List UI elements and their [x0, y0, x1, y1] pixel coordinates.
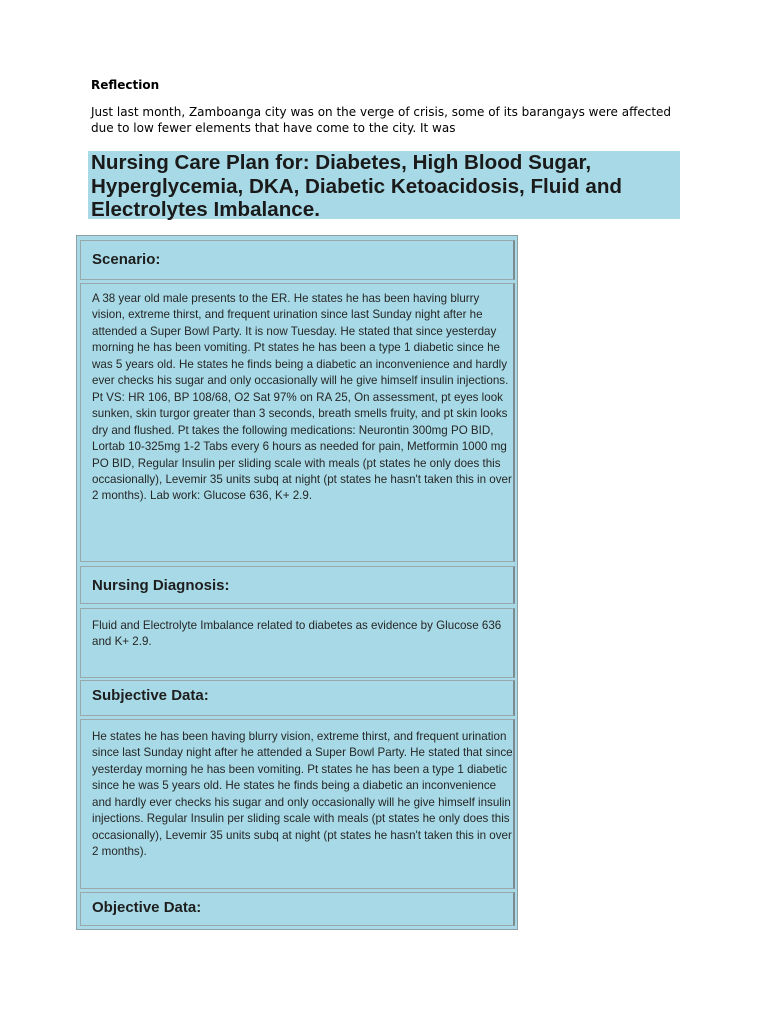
- diagnosis-text: Fluid and Electrolyte Imbalance related to diabetes as evidence by Glucose 636 and K+ 2.9.: [92, 619, 502, 649]
- scenario-heading: Scenario:: [92, 251, 161, 268]
- scenario-body-cell: [80, 283, 515, 562]
- subjective-heading: Subjective Data:: [92, 687, 209, 704]
- reflection-paragraph: Just last month, Zamboanga city was on the verge of crisis, some of its barangays were affected due to low fewer elements that have come to the city. It was: [91, 105, 672, 135]
- diagnosis-heading: Nursing Diagnosis:: [92, 577, 230, 594]
- scenario-text: A 38 year old male presents to the ER. He states he has been having blurry vision, extreme thirst, and frequent urination since last Sunday night after he attended a Super Bowl Party. It is now Tuesday. He stated that since yesterday morning he has been vomiting. Pt states he has been a type 1 diabetic since he was 5 years old. He states he finds being a diabetic an inconvenience and hardly ever checks his sugar and only occasionally will he give himself insulin injections. Pt VS: HR 106, BP 108/68, O2 Sat 97% on RA 25, On assessment, pt eyes look sunken, skin turgor greater than 3 seconds, breath smells fruity, and pt skin looks dry and flushed. Pt takes the following medications: Neurontin 300mg PO BID, Lortab 10-325mg 1-2 Tabs every 6 hours as needed for pain, Metformin 1000 mg PO BID, Regular Insulin per sliding scale with meals (pt states he only does this occasionally), Levemir 35 units subq at night (pt states he hasn't taken this in over 2 months). Lab work: Glucose 636, K+ 2.9.: [92, 292, 512, 503]
- care-plan-title: Nursing Care Plan for: Diabetes, High Blood Sugar, Hyperglycemia, DKA, Diabetic Ketoacidosis, Fluid and Electrolytes Imbalance.: [88, 151, 680, 219]
- subjective-body-cell: [80, 719, 515, 889]
- diagnosis-body-cell: [80, 608, 515, 678]
- objective-heading-cell: [80, 892, 515, 926]
- subjective-heading-cell: [80, 680, 515, 716]
- diagnosis-heading-cell: [80, 566, 515, 604]
- objective-heading: Objective Data:: [92, 899, 202, 916]
- care-plan-table: [76, 235, 518, 930]
- scenario-heading-cell: [80, 240, 515, 280]
- reflection-heading: Reflection: [91, 78, 160, 92]
- subjective-text: He states he has been having blurry vision, extreme thirst, and frequent urination since last Sunday night after he attended a Super Bowl Party. He stated that since yesterday morning he has been vomiting. Pt states he has been a type 1 diabetic since he was 5 years old. He states he finds being a diabetic an inconvenience and hardly ever checks his sugar and only occasionally will he give himself insulin injections. Regular Insulin per sliding scale with meals (pt states he only does this occasionally), Levemir 35 units subq at night (pt states he hasn't taken this in over 2 months).: [92, 730, 513, 859]
